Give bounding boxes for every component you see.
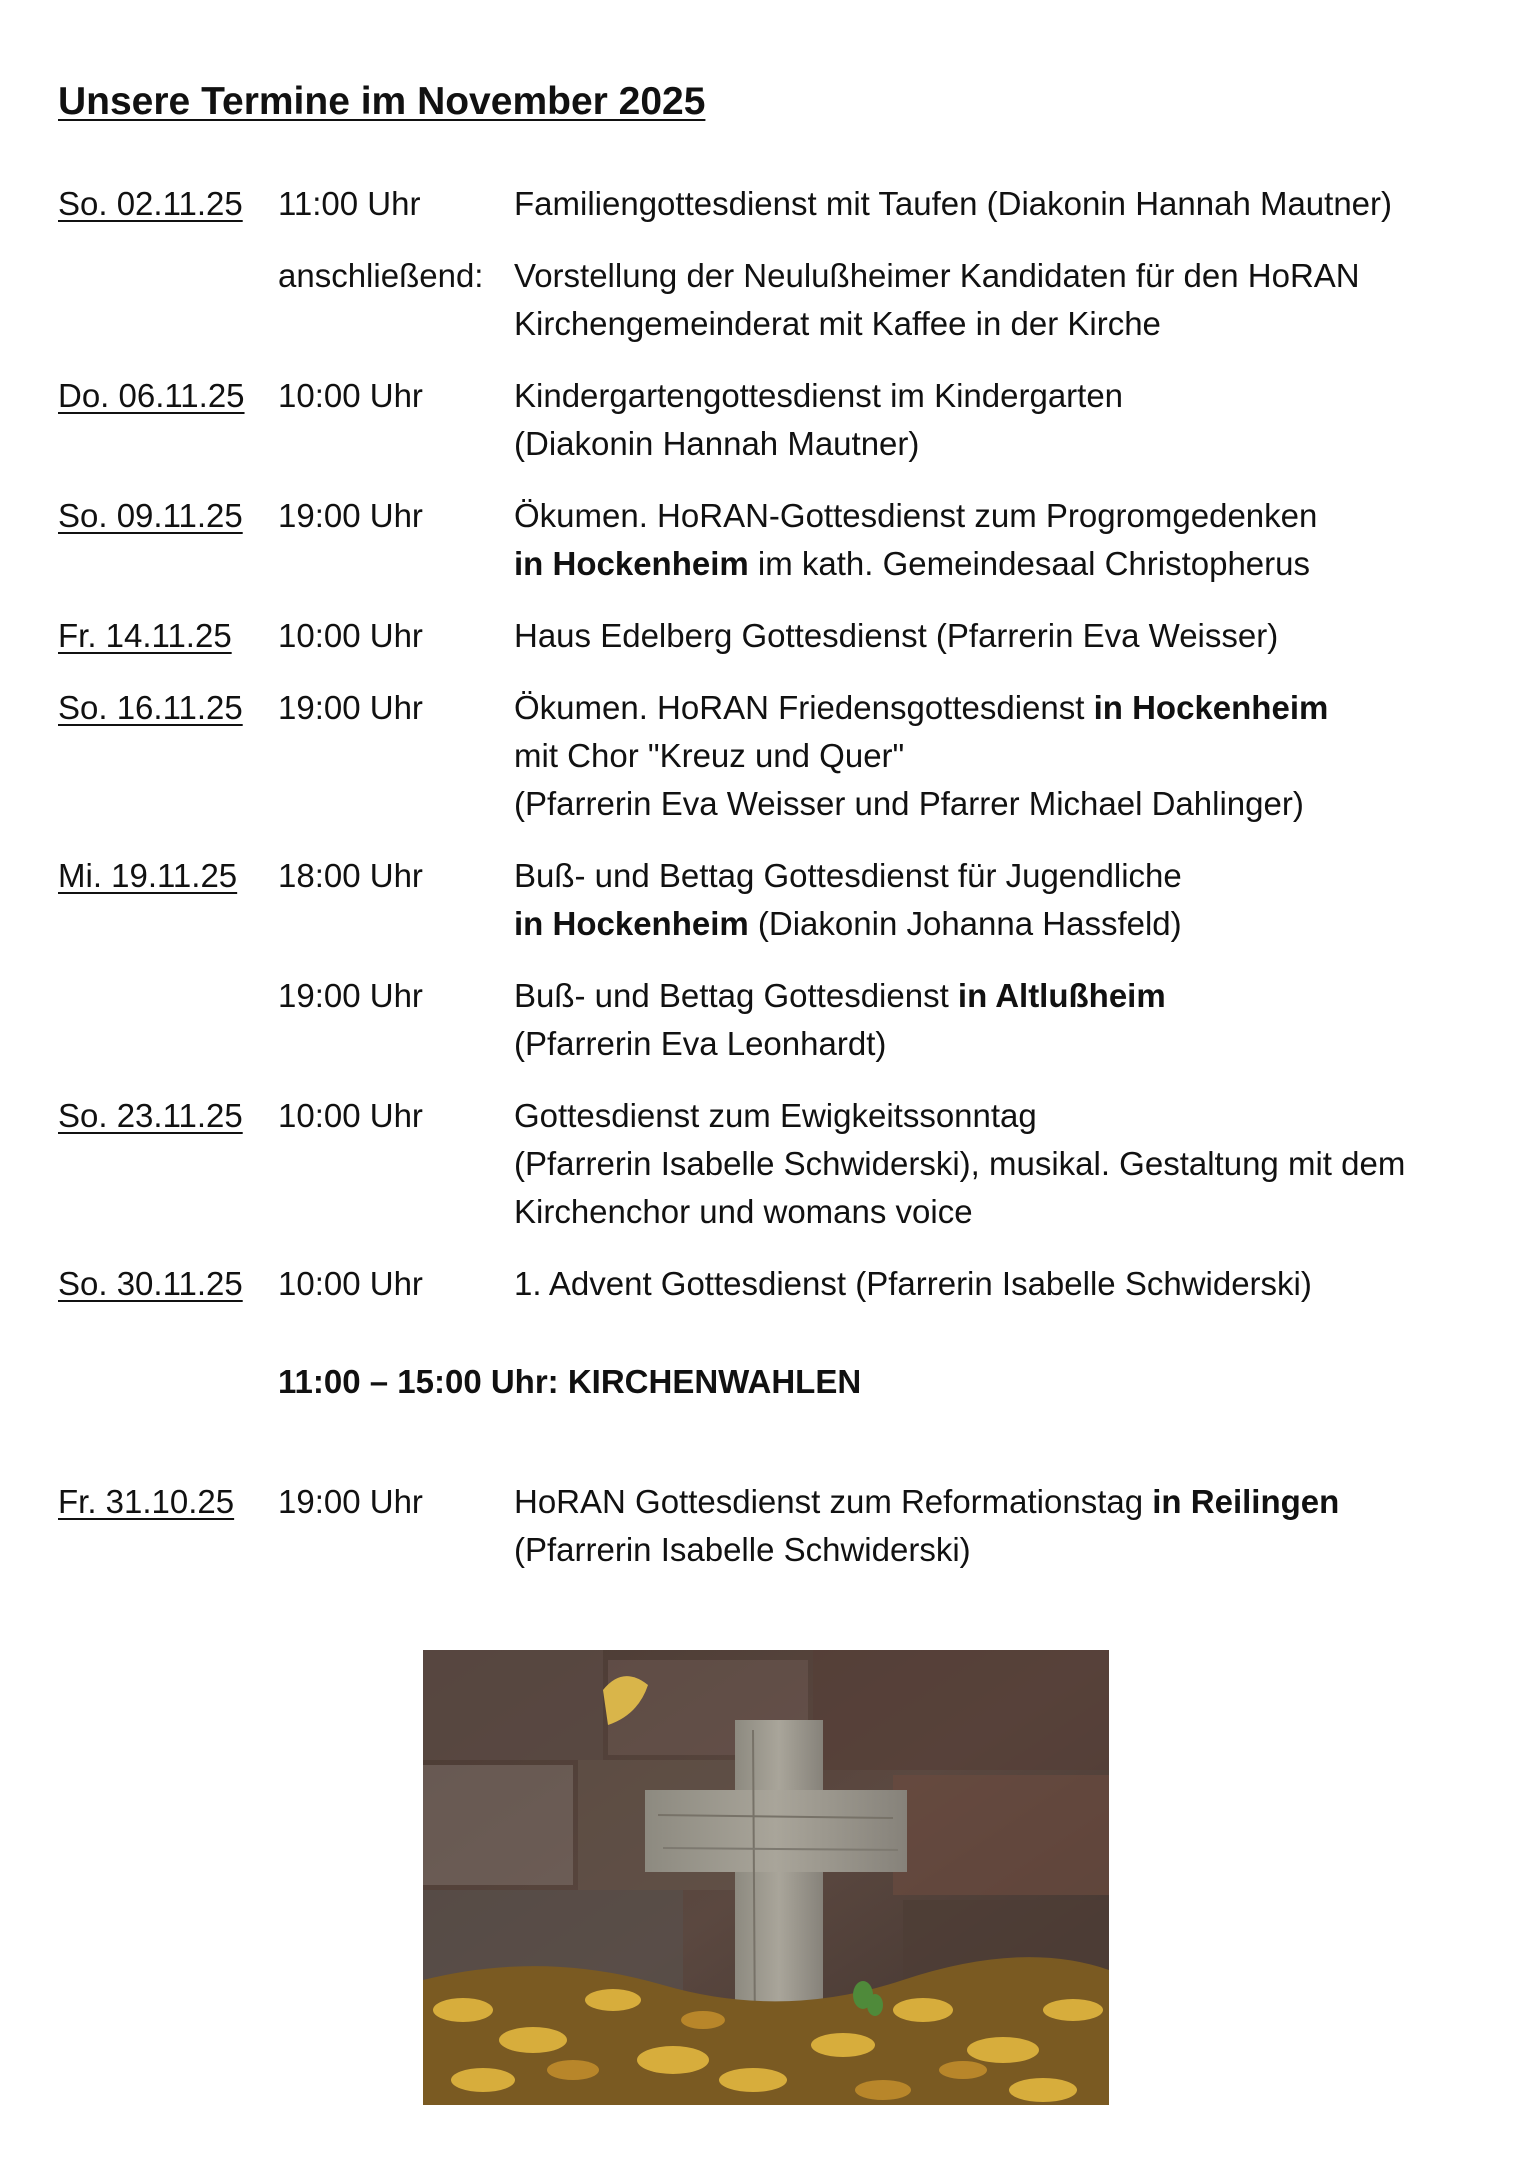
event-description-line [514, 1526, 1478, 1574]
event-time: 11:00 Uhr [278, 185, 421, 222]
event-row [58, 684, 1478, 828]
event-description-line [514, 1260, 1478, 1308]
event-description-line [514, 300, 1478, 348]
event-description-line [514, 684, 1478, 732]
event-time: anschließend: [278, 257, 484, 294]
event-description-line [514, 972, 1478, 1020]
event-text: Buß- und Bettag Gottesdienst für Jugendliche [514, 857, 1182, 894]
event-text: 1. Advent Gottesdienst (Pfarrerin Isabelle Schwiderski) [514, 1265, 1312, 1302]
event-text: mit Chor "Kreuz und Quer" [514, 737, 905, 774]
event-date: So. 09.11.25 [58, 497, 243, 534]
event-text: (Pfarrerin Eva Weisser und Pfarrer Michael Dahlinger) [514, 785, 1304, 822]
event-date: Do. 06.11.25 [58, 377, 245, 414]
event-time: 10:00 Uhr [278, 617, 423, 654]
event-description-line [514, 1478, 1478, 1526]
page-title: Unsere Termine im November 2025 [58, 80, 706, 123]
event-location: in Altlußheim [957, 977, 1166, 1014]
event-description-line [514, 780, 1478, 828]
event-description-line [514, 1092, 1478, 1140]
event-date: Fr. 14.11.25 [58, 617, 232, 654]
event-location: in Reilingen [1152, 1483, 1340, 1520]
event-text: (Diakonin Johanna Hassfeld) [748, 905, 1182, 942]
event-description-line [514, 732, 1478, 780]
event-description [514, 612, 1478, 660]
event-date: So. 02.11.25 [58, 185, 243, 222]
event-time: 19:00 Uhr [278, 497, 423, 534]
event-row [58, 372, 1478, 468]
event-row [58, 1092, 1478, 1236]
cross-photo [423, 1650, 1109, 2105]
event-description [514, 372, 1478, 468]
event-location: in Hockenheim [514, 545, 749, 582]
event-text: Kirchengemeinderat mit Kaffee in der Kirche [514, 305, 1161, 342]
event-text: (Pfarrerin Isabelle Schwiderski) [514, 1531, 971, 1568]
event-description-line [514, 900, 1478, 948]
event-list [58, 180, 1478, 1308]
event-description-line [514, 372, 1478, 420]
event-description-line [514, 852, 1478, 900]
event-description-line [514, 612, 1478, 660]
event-row [58, 252, 1478, 348]
event-date [58, 252, 278, 348]
event-text: Ökumen. HoRAN Friedensgottesdienst [514, 689, 1094, 726]
event-text: Ökumen. HoRAN-Gottesdienst zum Progromgedenken [514, 497, 1318, 534]
event-description-line [514, 1188, 1478, 1236]
event-description-line [514, 252, 1478, 300]
event-time: 10:00 Uhr [278, 1097, 423, 1134]
event-date: So. 23.11.25 [58, 1097, 243, 1134]
event-row [58, 1260, 1478, 1308]
event-description [514, 492, 1478, 588]
event-row [58, 612, 1478, 660]
event-text: Gottesdienst zum Ewigkeitssonntag [514, 1097, 1037, 1134]
event-time: 19:00 Uhr [278, 1483, 423, 1520]
event-description-line [514, 1020, 1478, 1068]
event-text: Haus Edelberg Gottesdienst (Pfarrerin Eva Weisser) [514, 617, 1279, 654]
event-schedule [58, 180, 1478, 1598]
event-text: Kirchenchor und womans voice [514, 1193, 973, 1230]
event-description [514, 1478, 1478, 1574]
event-row [58, 1478, 1478, 1574]
event-location: in Hockenheim [514, 905, 749, 942]
event-description [514, 1092, 1478, 1236]
event-time: 10:00 Uhr [278, 1265, 423, 1302]
event-description-line [514, 492, 1478, 540]
event-text: HoRAN Gottesdienst zum Reformationstag [514, 1483, 1153, 1520]
event-text: Familiengottesdienst mit Taufen (Diakonin Hannah Mautner) [514, 185, 1393, 222]
event-description [514, 180, 1478, 228]
event-row [58, 180, 1478, 228]
event-date: Mi. 19.11.25 [58, 857, 238, 894]
event-description-line [514, 540, 1478, 588]
event-row [58, 492, 1478, 588]
event-description [514, 972, 1478, 1068]
event-text: im kath. Gemeindesaal Christopherus [748, 545, 1310, 582]
event-description [514, 1260, 1478, 1308]
event-location: in Hockenheim [1093, 689, 1329, 726]
event-description-line [514, 1140, 1478, 1188]
event-description-line [514, 180, 1478, 228]
event-time: 19:00 Uhr [278, 689, 423, 726]
event-row [58, 972, 1478, 1068]
event-time: 10:00 Uhr [278, 377, 423, 414]
event-text: (Diakonin Hannah Mautner) [514, 425, 920, 462]
election-note: 11:00 – 15:00 Uhr: KIRCHENWAHLEN [278, 1363, 862, 1400]
event-time: 19:00 Uhr [278, 977, 423, 1014]
event-date: So. 16.11.25 [58, 689, 243, 726]
event-text: Vorstellung der Neulußheimer Kandidaten für den HoRAN [514, 257, 1360, 294]
event-description [514, 684, 1478, 828]
event-description [514, 252, 1478, 348]
event-text: (Pfarrerin Isabelle Schwiderski), musikal. Gestaltung mit dem [514, 1145, 1406, 1182]
event-description [514, 852, 1478, 948]
event-text: Buß- und Bettag Gottesdienst [514, 977, 958, 1014]
extra-event-list [58, 1478, 1478, 1574]
event-time: 18:00 Uhr [278, 857, 423, 894]
event-text: Kindergartengottesdienst im Kindergarten [514, 377, 1124, 414]
event-date: So. 30.11.25 [58, 1265, 243, 1302]
event-date [58, 972, 278, 1068]
event-date: Fr. 31.10.25 [58, 1483, 235, 1520]
event-description-line [514, 420, 1478, 468]
event-text: (Pfarrerin Eva Leonhardt) [514, 1025, 887, 1062]
event-row [58, 852, 1478, 948]
